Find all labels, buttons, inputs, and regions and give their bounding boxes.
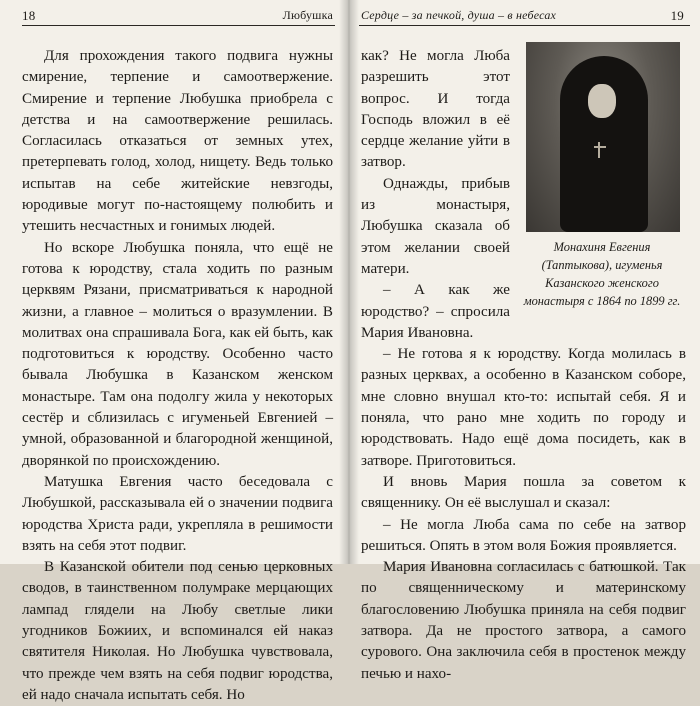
right-page xyxy=(351,0,700,682)
face-shape xyxy=(588,84,616,118)
right-page-body xyxy=(361,46,686,685)
paragraph: Для прохождения такого подвига нужны смирение, терпение и самоотвержение. Смирение и терпение Любушка приобрела с детства и на самоотвержение решилась. Согласилась отказаться от земных утех, претерпевать голод, холод, нищету. Ведь только испытав на себе житейские невзгоды, юродивые могут по-настоящему полюбить и утешить несчастных и гонимых людей. xyxy=(22,48,333,235)
left-page-body xyxy=(22,46,333,706)
header-rule xyxy=(22,25,335,26)
running-title: Любушка xyxy=(282,8,333,22)
paragraph: – А как же юродство? – спросила Мария Ивановна. xyxy=(361,282,510,341)
cross-icon xyxy=(598,142,610,158)
paragraph: – Не могла Люба сама по себе на затвор решиться. Опять в этом воля Божия проявляется. xyxy=(361,516,686,554)
running-title: Сердце – за печкой, душа – в небесах xyxy=(361,8,557,22)
page-number: 19 xyxy=(670,8,684,23)
page-number: 18 xyxy=(22,8,36,23)
photo-figure xyxy=(518,42,686,310)
paragraph: – Не готова я к юродству. Когда молилась в разных церквах, а особенно в Казанском соборе, мне словно внушал кто-то: испытай себя. Я и поняла, что рано мне ходить по городу и юродствовать. Надо ещё дома посидеть, как в затворе. Приготовиться. xyxy=(361,346,686,469)
nun-portrait-photo xyxy=(526,42,680,232)
left-page xyxy=(0,0,347,703)
paragraph: И вновь Мария пошла за советом к священнику. Он её выслушал и сказал: xyxy=(361,473,686,512)
book-gutter-shadow xyxy=(339,0,359,564)
paragraph: Но вскоре Любушка поняла, что ещё не готова к юродству, стала ходить по разным церквям Рязани, присматриваться к народной жизни, а главное – молиться о вразумлении. В молитвах она спрашивала Бога, как ей быть, как подготовиться к юродству. Особенно часто бывала Любушка в Казанском женском монастыре. Там она подолгу жила у некоторых сестёр и сблизилась с игуменьей Евгенией – умной, образованной и благородной женщиной, дворянкой по происхождению. xyxy=(22,239,333,469)
paragraph: Мария Ивановна согласилась с батюшкой. Так по священническому и материнскому благословению Любушка приняла на себя подвиг затвора. Да не простого затвора, а самого сурового. Она заключила себя в простенок между печью и нахо- xyxy=(361,559,686,682)
paragraph: Однажды, прибыв из монастыря, Любушка сказала об этом желании своей матери. xyxy=(361,175,510,277)
photo-caption: Монахиня Евгения (Таптыкова), игуменья Казанского женского монастыря с 1864 по 1899 гг. xyxy=(523,240,681,308)
paragraph: В Казанской обители под сенью церковных сводов, в таинственном полумраке мерцающих лампад глядели на Любу светлые лики угодников Божиих, и вспоминался ей наказ святителя Николая. Но Любушка чувствовала, что прежде чем взять на себя подвиг юродства, ей надо сначала испытать себя. Но xyxy=(22,559,333,703)
paragraph: как? Не могла Люба разрешить этот вопрос. И тогда Господь вложил в её сердце желание уйти в затвор. xyxy=(361,48,510,171)
paragraph: Матушка Евгения часто беседовала с Любушкой, рассказывала ей о значении подвига юродства Христа ради, укрепляла в решимости взять на себя этот подвиг. xyxy=(22,473,333,554)
header-rule xyxy=(359,25,690,26)
